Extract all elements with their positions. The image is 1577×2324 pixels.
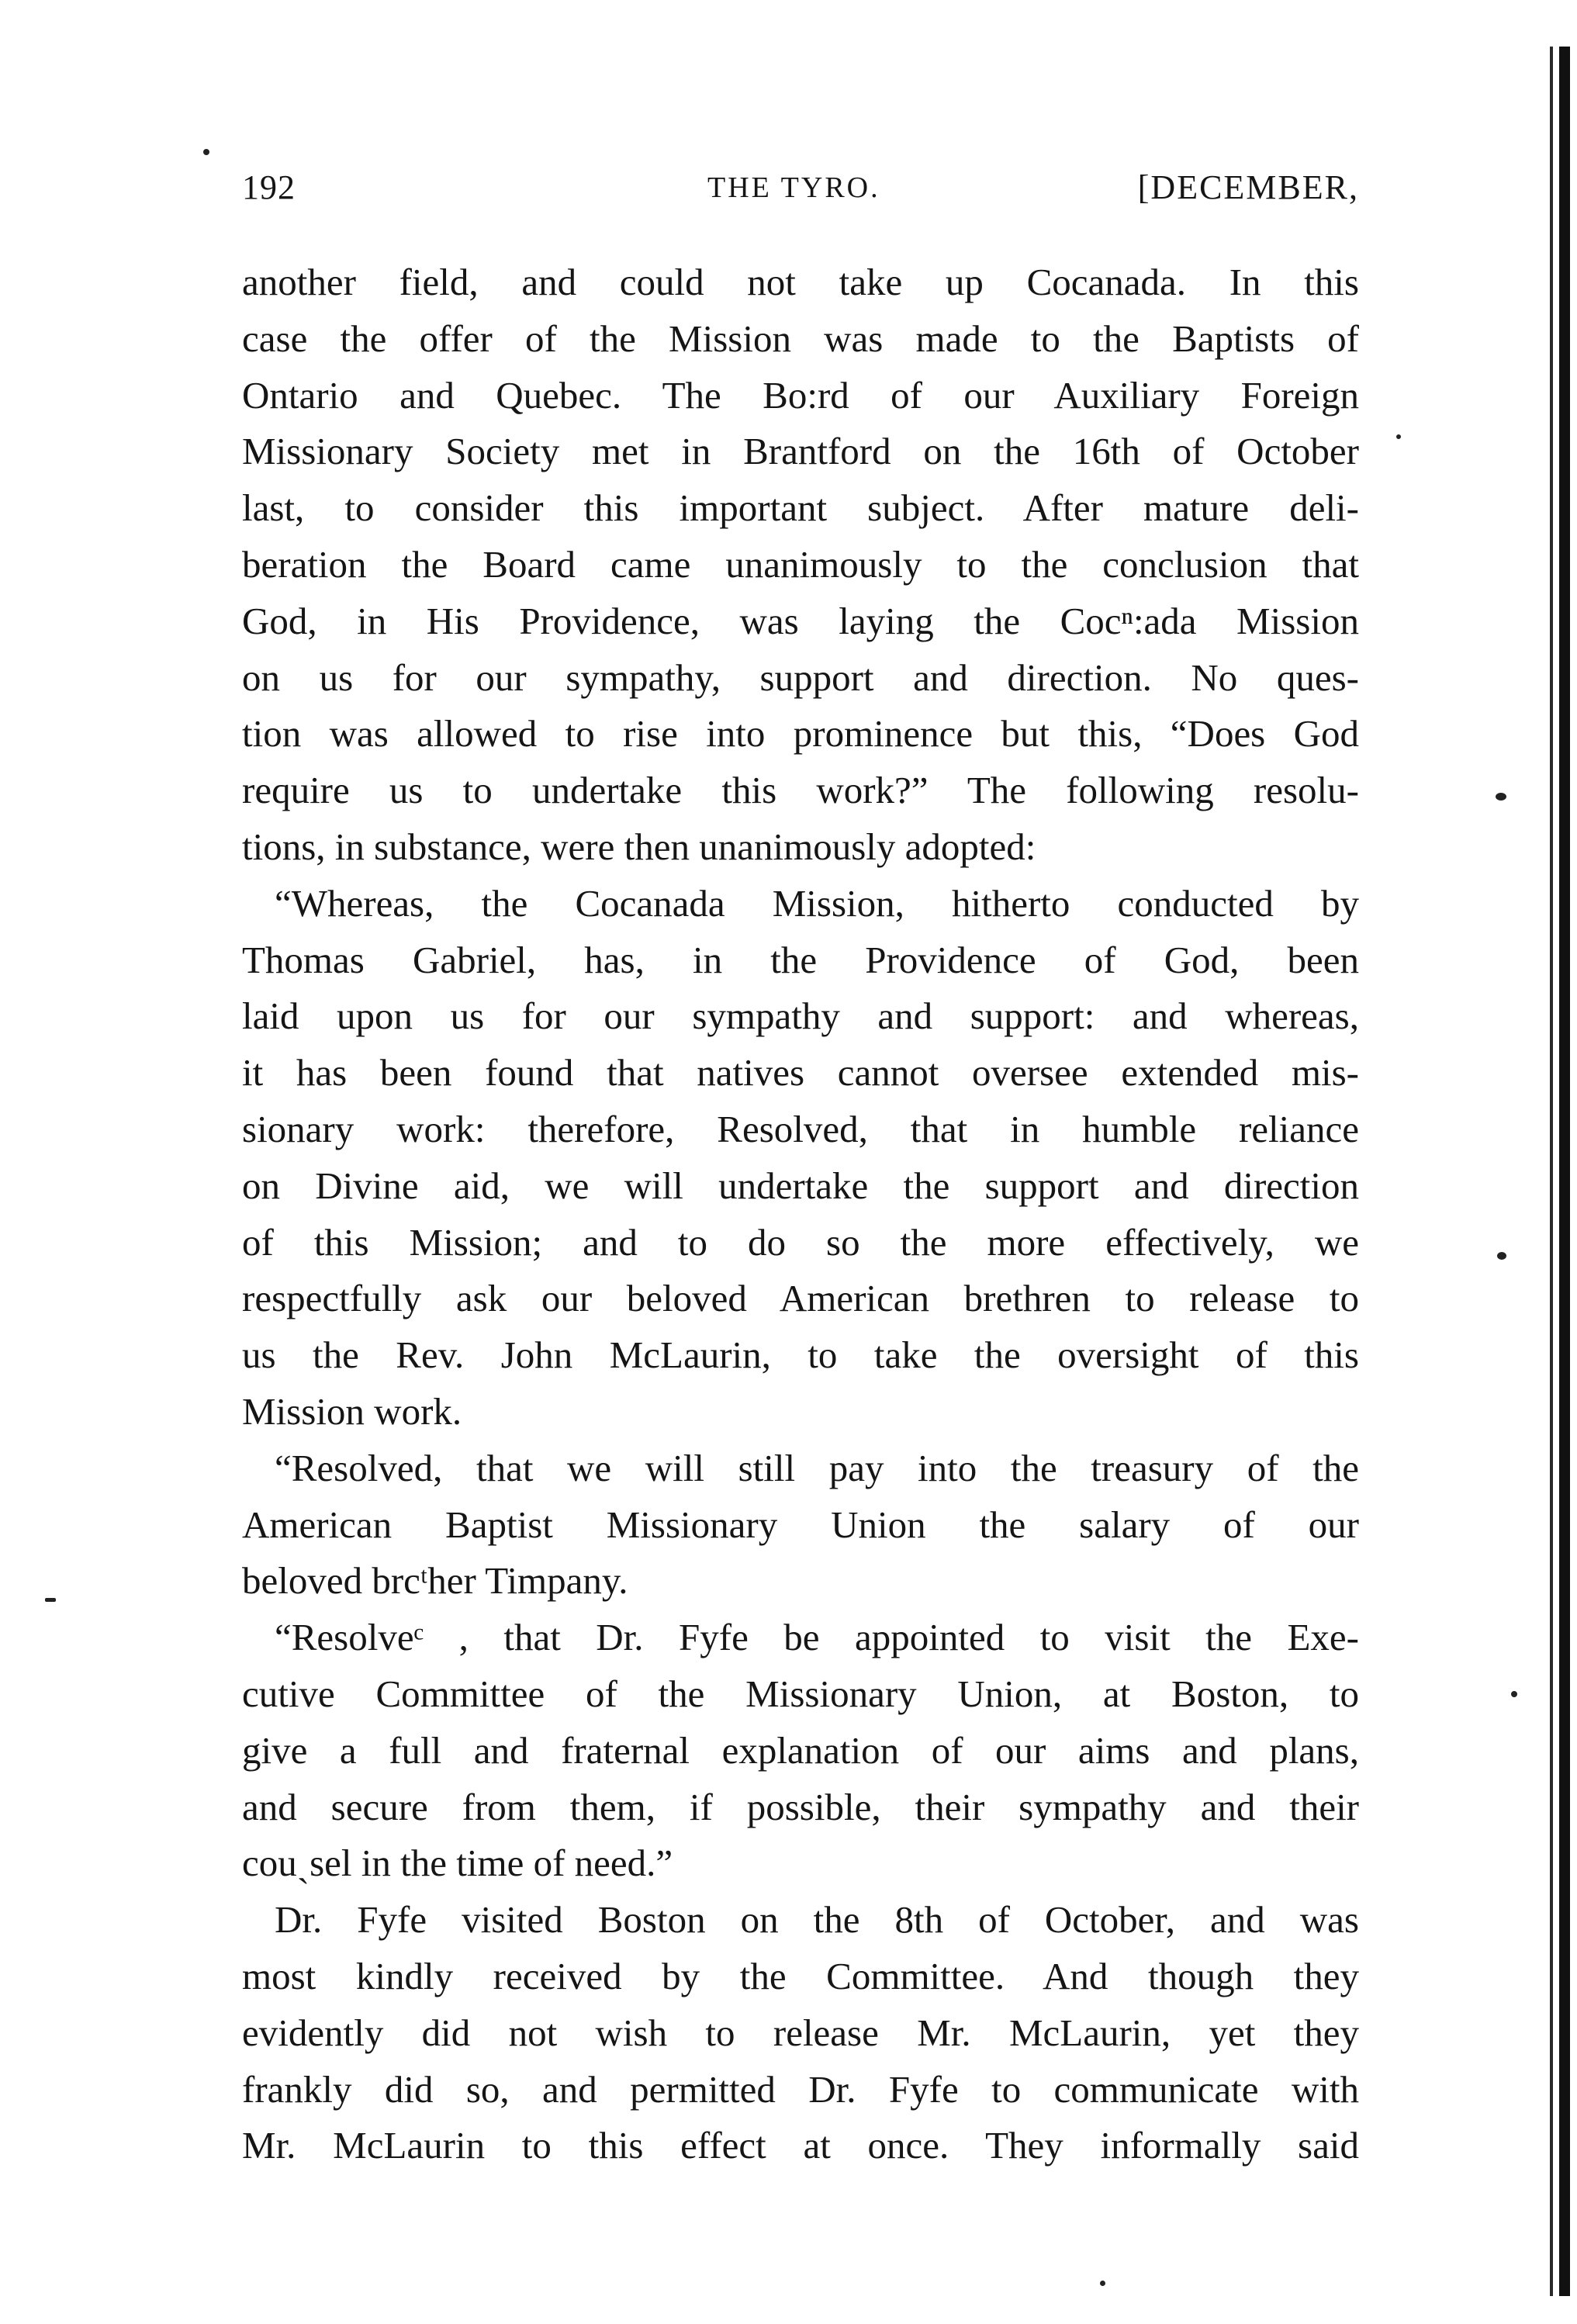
scan-speck (45, 1598, 56, 1602)
text-line: Mr. McLaurin to this effect at once. They informally said (242, 2124, 1359, 2167)
scan-speck (203, 149, 209, 155)
text-line: another field, and could not take up Cocanada. In this (242, 261, 1359, 303)
text-line: last, to consider this important subject. After mature deli- (242, 486, 1359, 530)
text-line: beration the Board came unanimously to the conclusion that (242, 542, 1359, 586)
text-line: Thomas Gabriel, has, in the Providence of God, been (242, 938, 1359, 981)
text-line: require us to undertake this work?” The following resolu- (242, 769, 1359, 812)
scan-speck (1396, 434, 1401, 439)
text-line: frankly did so, and permitted Dr. Fyfe to communicate with (242, 2067, 1359, 2111)
text-line: “Resolveᶜ , that Dr. Fyfe be appointed to visit the Exe- (275, 1616, 1359, 1659)
scan-speck (1511, 1691, 1517, 1697)
text-line: on Divine aid, we will undertake the support and direction (242, 1164, 1359, 1207)
text-line: us the Rev. John McLaurin, to take the oversight of this (242, 1333, 1359, 1377)
text-line: couˏsel in the time of need.” (242, 1842, 673, 1885)
text-line: Dr. Fyfe visited Boston on the 8th of October, and was (275, 1898, 1359, 1942)
running-head (242, 164, 1359, 211)
scan-edge-shadow (1550, 47, 1553, 2296)
text-line: case the offer of the Mission was made to the Baptists of (242, 316, 1359, 360)
text-line: cutive Committee of the Missionary Union, at Boston, to (242, 1672, 1359, 1715)
text-line: laid upon us for our sympathy and support: and whereas, (242, 994, 1359, 1038)
text-line: sionary work: therefore, Resolved, that in humble reliance (242, 1107, 1359, 1150)
text-line: Missionary Society met in Brantford on the 16th of October (242, 430, 1359, 473)
text-line: give a full and fraternal explanation of our aims and plans, (242, 1728, 1359, 1772)
text-line: beloved brcᵗher Timpany. (242, 1559, 628, 1603)
text-line: and secure from them, if possible, their sympathy and their (242, 1785, 1359, 1828)
text-line: tions, in substance, were then unanimously adopted: (242, 825, 1036, 868)
issue-month: [DECEMBER, (1137, 168, 1359, 206)
text-line: on us for our sympathy, support and direction. No ques- (242, 655, 1359, 699)
text-line: God, in His Providence, was laying the Cocⁿ:ada Mission (242, 599, 1359, 642)
text-line: Mission work. (242, 1389, 462, 1433)
body-text (242, 254, 1359, 2174)
text-line: Ontario and Quebec. The Bo:rd of our Auxiliary Foreign (242, 373, 1359, 417)
text-line: of this Mission; and to do so the more effectively, we (242, 1220, 1359, 1264)
journal-title: THE TYRO. (707, 171, 880, 204)
scan-speck (1497, 1252, 1506, 1260)
text-line: respectfully ask our beloved American brethren to release to (242, 1277, 1359, 1320)
text-line: it has been found that natives cannot oversee extended mis- (242, 1051, 1359, 1095)
scan-edge-bar (1559, 47, 1570, 2296)
scan-speck (1100, 2281, 1105, 2286)
text-line: “Resolved, that we will still pay into the treasury of the (275, 1446, 1359, 1489)
text-line: evidently did not wish to release Mr. McLaurin, yet they (242, 2011, 1359, 2054)
text-line: tion was allowed to rise into prominence but this, “Does God (242, 712, 1359, 756)
page-number: 192 (242, 168, 296, 206)
text-line: most kindly received by the Committee. And though they (242, 1954, 1359, 1997)
text-line: American Baptist Missionary Union the salary of our (242, 1503, 1359, 1546)
text-line: “Whereas, the Cocanada Mission, hitherto conducted by (275, 881, 1359, 925)
scan-speck (1496, 793, 1506, 801)
